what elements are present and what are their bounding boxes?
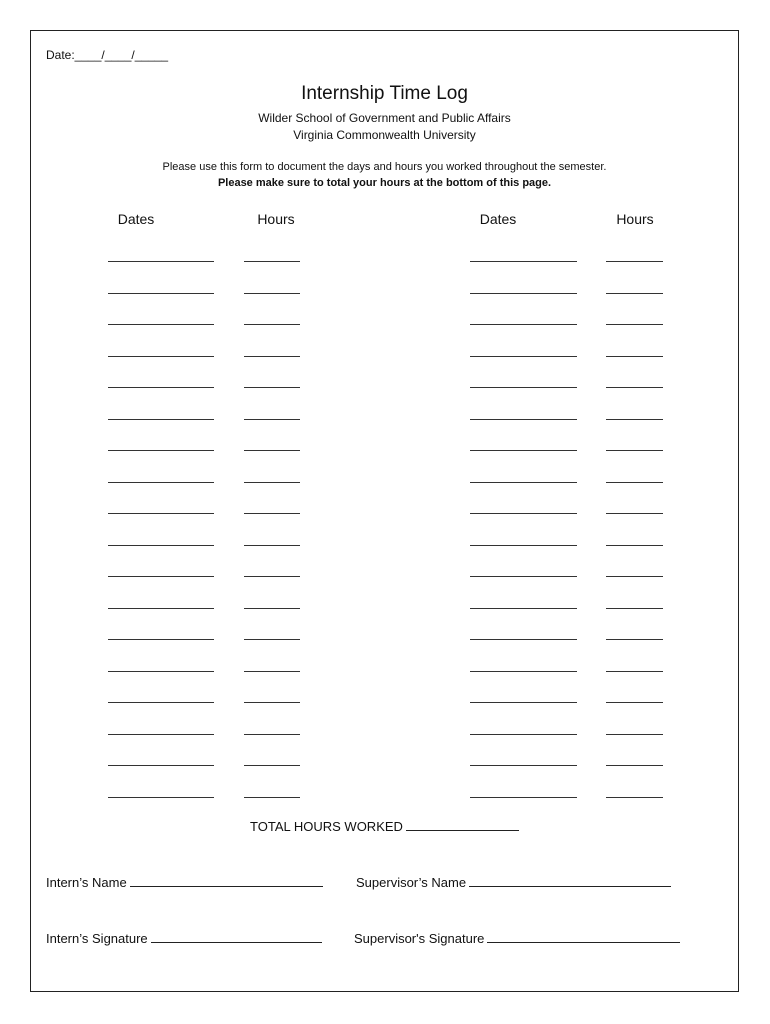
left-hours-line[interactable] [244, 482, 300, 483]
right-hours-line[interactable] [606, 702, 663, 703]
total-hours-row [31, 818, 738, 834]
intern-signature-label: Intern’s Signature [46, 931, 148, 946]
instruction-bold-text: Please make sure to total your hours at the bottom of this page. [217, 177, 552, 189]
left-date-line[interactable] [108, 419, 214, 420]
intern-signature-row [46, 930, 322, 946]
date-field[interactable]: Date:____/____/_____ [46, 48, 169, 62]
supervisor-signature-row [354, 930, 680, 946]
right-hours-line[interactable] [606, 387, 663, 388]
right-date-line[interactable] [470, 293, 577, 294]
left-hours-line[interactable] [244, 419, 300, 420]
left-date-line[interactable] [108, 482, 214, 483]
left-date-line[interactable] [108, 608, 214, 609]
left-date-line[interactable] [108, 702, 214, 703]
right-date-line[interactable] [470, 765, 577, 766]
right-hours-line[interactable] [606, 261, 663, 262]
right-date-line[interactable] [470, 450, 577, 451]
supervisor-name-row [356, 874, 671, 890]
right-date-line[interactable] [470, 576, 577, 577]
intern-name-row [46, 874, 323, 890]
left-hours-line[interactable] [244, 702, 300, 703]
right-hours-line[interactable] [606, 513, 663, 514]
total-hours-field[interactable] [406, 818, 519, 831]
supervisor-name-field[interactable] [469, 874, 671, 887]
right-date-line[interactable] [470, 324, 577, 325]
page-title: Internship Time Log [301, 83, 468, 104]
left-hours-line[interactable] [244, 293, 300, 294]
right-hours-line[interactable] [606, 608, 663, 609]
left-hours-line[interactable] [244, 671, 300, 672]
right-hours-line[interactable] [606, 356, 663, 357]
left-dates-header: Dates [117, 211, 155, 227]
left-hours-line[interactable] [244, 734, 300, 735]
supervisor-signature-label: Supervisor's Signature [354, 931, 485, 946]
left-hours-line[interactable] [244, 608, 300, 609]
right-hours-line[interactable] [606, 450, 663, 451]
right-date-line[interactable] [470, 513, 577, 514]
right-date-line[interactable] [470, 545, 577, 546]
left-hours-line[interactable] [244, 576, 300, 577]
right-hours-line[interactable] [606, 324, 663, 325]
right-dates-header: Dates [479, 211, 517, 227]
right-hours-header: Hours [616, 211, 654, 227]
left-hours-line[interactable] [244, 324, 300, 325]
right-hours-line[interactable] [606, 734, 663, 735]
right-date-line[interactable] [470, 387, 577, 388]
left-date-line[interactable] [108, 576, 214, 577]
supervisor-name-label: Supervisor’s Name [356, 875, 467, 890]
left-date-line[interactable] [108, 261, 214, 262]
left-hours-line[interactable] [244, 639, 300, 640]
left-date-line[interactable] [108, 734, 214, 735]
instruction-text: Please use this form to document the days and hours you worked throughout the semester. [162, 161, 607, 173]
left-date-line[interactable] [108, 639, 214, 640]
right-hours-line[interactable] [606, 419, 663, 420]
right-date-line[interactable] [470, 419, 577, 420]
right-date-line[interactable] [470, 261, 577, 262]
left-date-line[interactable] [108, 545, 214, 546]
left-hours-header: Hours [257, 211, 295, 227]
right-hours-line[interactable] [606, 482, 663, 483]
right-date-line[interactable] [470, 702, 577, 703]
school-name: Wilder School of Government and Public Affairs [258, 111, 511, 125]
right-hours-line[interactable] [606, 765, 663, 766]
right-hours-line[interactable] [606, 671, 663, 672]
right-date-line[interactable] [470, 356, 577, 357]
left-date-line[interactable] [108, 671, 214, 672]
left-date-line[interactable] [108, 293, 214, 294]
university-name: Virginia Commonwealth University [293, 128, 476, 142]
right-hours-line[interactable] [606, 576, 663, 577]
left-date-line[interactable] [108, 450, 214, 451]
right-date-line[interactable] [470, 639, 577, 640]
left-hours-line[interactable] [244, 450, 300, 451]
left-date-line[interactable] [108, 387, 214, 388]
right-date-line[interactable] [470, 482, 577, 483]
right-hours-line[interactable] [606, 797, 663, 798]
intern-name-field[interactable] [130, 874, 323, 887]
intern-name-label: Intern’s Name [46, 875, 127, 890]
intern-signature-field[interactable] [151, 930, 322, 943]
right-date-line[interactable] [470, 734, 577, 735]
right-date-line[interactable] [470, 671, 577, 672]
left-hours-line[interactable] [244, 765, 300, 766]
left-date-line[interactable] [108, 765, 214, 766]
left-hours-line[interactable] [244, 513, 300, 514]
left-date-line[interactable] [108, 513, 214, 514]
form-page [30, 30, 739, 992]
right-hours-line[interactable] [606, 639, 663, 640]
right-date-line[interactable] [470, 797, 577, 798]
left-hours-line[interactable] [244, 261, 300, 262]
left-hours-line[interactable] [244, 387, 300, 388]
left-hours-line[interactable] [244, 797, 300, 798]
right-hours-line[interactable] [606, 293, 663, 294]
left-hours-line[interactable] [244, 356, 300, 357]
left-date-line[interactable] [108, 324, 214, 325]
left-date-line[interactable] [108, 356, 214, 357]
supervisor-signature-field[interactable] [487, 930, 680, 943]
total-hours-label: TOTAL HOURS WORKED [250, 819, 403, 834]
left-date-line[interactable] [108, 797, 214, 798]
right-hours-line[interactable] [606, 545, 663, 546]
right-date-line[interactable] [470, 608, 577, 609]
left-hours-line[interactable] [244, 545, 300, 546]
